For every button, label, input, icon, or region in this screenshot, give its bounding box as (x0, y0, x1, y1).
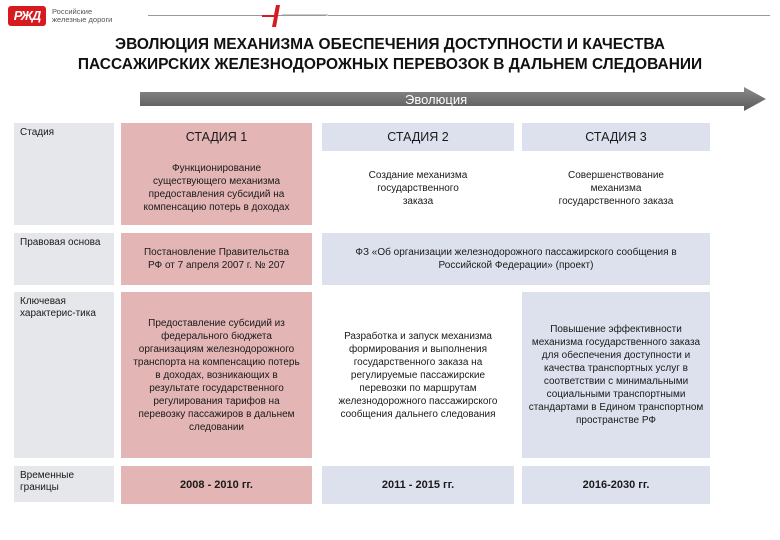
stage-3-time: 2016-2030 гг. (522, 466, 710, 504)
logo-line-1: Российские (52, 7, 93, 16)
page-title (0, 35, 780, 75)
rzd-logo-mark: РЖД (8, 6, 46, 26)
stage-2-desc: Создание механизма государственного заказа (368, 169, 468, 207)
row-label-legal: Правовая основа (14, 233, 114, 285)
row-label-time: Временные границы (14, 466, 114, 502)
row-label-key: Ключевая характерис-тика (14, 292, 114, 458)
stage-3-header: СТАДИЯ 3 (522, 123, 710, 151)
header-slash-decoration (262, 5, 328, 27)
header-divider-right (328, 15, 770, 16)
logo-line-2: железные дороги (52, 15, 113, 24)
stage-2-3-legal: ФЗ «Об организации железнодорожного пассажирского сообщения в Российской Федерации» (проект) (322, 233, 710, 285)
logo-text (52, 8, 152, 24)
title-line-1: ЭВОЛЮЦИЯ МЕХАНИЗМА ОБЕСПЕЧЕНИЯ ДОСТУПНОСТИ И КАЧЕСТВА (115, 36, 665, 53)
company-logo (8, 6, 158, 28)
stage-1-header: СТАДИЯ 1 (121, 123, 312, 151)
stage-1-desc: Функционирование существующего механизма предоставления субсидий на компенсацию потерь в доходах (121, 151, 312, 225)
stage-2-key: Разработка и запуск механизма формирования и выполнения государственного заказа на регулируемые пассажирские перевозки по маршрутам железнодорожного пассажирского сообщения дальнего следования (338, 330, 498, 420)
stage-2-header: СТАДИЯ 2 (322, 123, 514, 151)
stage-2-time: 2011 - 2015 гг. (322, 466, 514, 504)
stage-3-key: Повышение эффективности механизма государственного заказа для обеспечения доступности и качества транспортных услуг в соответствии с минимальными социальными транспортными стандартами в Едином транспортном пространстве РФ (522, 292, 710, 458)
stage-1-legal: Постановление Правительства РФ от 7 апреля 2007 г. № 207 (121, 233, 312, 285)
row-label-stage: Стадия (14, 123, 114, 225)
title-line-2: ПАССАЖИРСКИХ ЖЕЛЕЗНОДОРОЖНЫХ ПЕРЕВОЗОК В ДАЛЬНЕМ СЛЕДОВАНИИ (77, 56, 703, 73)
evolution-label: Эволюция (405, 92, 468, 107)
stage-1-time: 2008 - 2010 гг. (121, 466, 312, 504)
stage-3-desc: Совершенствование механизма государственного заказа (558, 169, 674, 207)
stage-1-key: Предоставление субсидий из федерального бюджета организациям железнодорожного транспорта на компенсацию потерь в доходах, возникающих в результате государственного регулирования тарифов на перевозку пассажиров в дальнем следовании (121, 292, 312, 458)
